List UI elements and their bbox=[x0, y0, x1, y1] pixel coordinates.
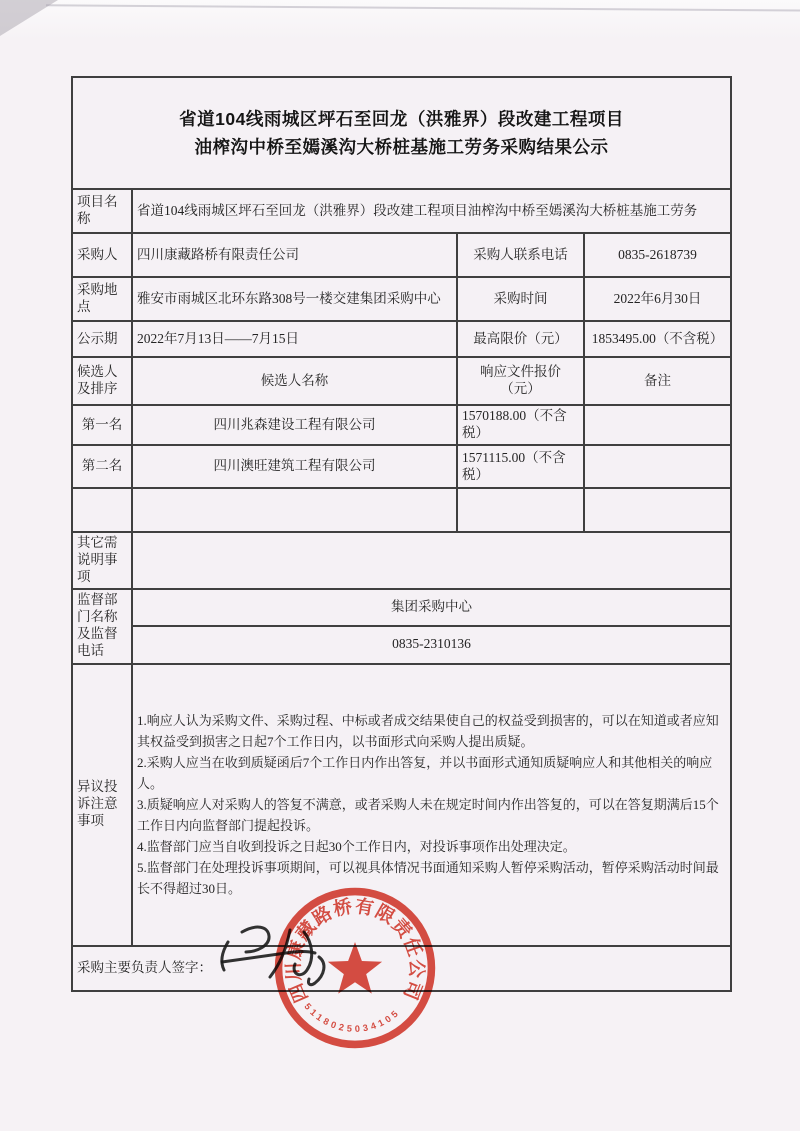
supervision-department: 集团采购中心 bbox=[132, 589, 731, 626]
seal-star-icon bbox=[328, 942, 382, 994]
candidate-1-rank: 第一名 bbox=[72, 405, 132, 445]
candidate-3-rank bbox=[72, 488, 132, 532]
objection-item-1: 1.响应人认为采购文件、采购过程、中标或者成交结果使自己的权益受到损害的，可以在知道或者应知其权益受到损害之日起7个工作日内，以书面形式向采购人提出质疑。 bbox=[137, 713, 719, 750]
candidate-rank-header: 候选人及排序 bbox=[72, 357, 132, 405]
remark-header: 备注 bbox=[584, 357, 731, 405]
publicity-period-value: 2022年7月13日——7月15日 bbox=[132, 321, 457, 357]
seal-company-name: 四川康藏路桥有限责任公司 bbox=[282, 894, 428, 1006]
title-line-1: 省道104线雨城区坪石至回龙（洪雅界）段改建工程项目 bbox=[179, 109, 624, 129]
candidate-bid-header-line1: 响应文件报价 bbox=[480, 364, 561, 380]
objection-item-5: 5.监督部门在处理投诉事项期间，可以视具体情况书面通知采购人暂停采购活动，暂停采购活动时间最长不得超过30日。 bbox=[137, 860, 719, 897]
purchaser-value: 四川康藏路桥有限责任公司 bbox=[132, 233, 457, 277]
company-seal bbox=[271, 884, 439, 1052]
max-price-value: 1853495.00（不含税） bbox=[584, 321, 731, 357]
purchaser-label: 采购人 bbox=[72, 233, 132, 277]
objection-item-4: 4.监督部门应当自收到投诉之日起30个工作日内，对投诉事项作出处理决定。 bbox=[137, 839, 576, 855]
seal-number: 5118025034105 bbox=[302, 1001, 403, 1034]
candidate-2-bid: 1571115.00（不含税） bbox=[457, 445, 584, 488]
objection-label: 异议投诉注意事项 bbox=[72, 664, 132, 946]
candidate-bid-header-line2: （元） bbox=[500, 381, 541, 396]
candidate-2-remark bbox=[584, 445, 731, 488]
signature-label: 采购主要负责人签字： bbox=[77, 959, 212, 975]
location-label: 采购地点 bbox=[72, 277, 132, 321]
other-notes-label: 其它需说明事项 bbox=[72, 532, 132, 589]
candidate-1-remark bbox=[584, 405, 731, 445]
supervision-phone: 0835-2310136 bbox=[132, 626, 731, 664]
location-value: 雅安市雨城区北环东路308号一楼交建集团采购中心 bbox=[132, 277, 457, 321]
purchaser-phone-label: 采购人联系电话 bbox=[457, 233, 584, 277]
supervision-label: 监督部门名称及监督电话 bbox=[72, 589, 132, 664]
max-price-label: 最高限价（元） bbox=[457, 321, 584, 357]
purchase-time-label: 采购时间 bbox=[457, 277, 584, 321]
candidate-bid-header bbox=[457, 357, 584, 405]
other-notes-value bbox=[132, 532, 731, 589]
candidate-2-rank: 第二名 bbox=[72, 445, 132, 488]
candidate-2-name: 四川澳旺建筑工程有限公司 bbox=[132, 445, 457, 488]
candidate-3-bid bbox=[457, 488, 584, 532]
table-row bbox=[72, 405, 731, 445]
table-row bbox=[72, 488, 731, 532]
candidate-name-header: 候选人名称 bbox=[132, 357, 457, 405]
procurement-result-table bbox=[71, 76, 732, 992]
project-name-label: 项目名称 bbox=[72, 189, 132, 233]
publicity-period-label: 公示期 bbox=[72, 321, 132, 357]
title-line-2: 油榨沟中桥至嫣溪沟大桥桩基施工劳务采购结果公示 bbox=[194, 137, 609, 157]
paper-edge bbox=[46, 4, 800, 13]
candidate-1-name: 四川兆森建设工程有限公司 bbox=[132, 405, 457, 445]
project-name-value: 省道104线雨城区坪石至回龙（洪雅界）段改建工程项目油榨沟中桥至嫣溪沟大桥桩基施工劳务 bbox=[132, 189, 731, 233]
objection-item-2: 2.采购人应当在收到质疑函后7个工作日内作出答复，并以书面形式通知质疑响应人和其他相关的响应人。 bbox=[137, 755, 713, 792]
objection-item-3: 3.质疑响应人对采购人的答复不满意，或者采购人未在规定时间内作出答复的，可以在答复期满后15个工作日内向监督部门提起投诉。 bbox=[137, 797, 719, 834]
document-title bbox=[72, 77, 731, 189]
candidate-3-name bbox=[132, 488, 457, 532]
purchase-time-value: 2022年6月30日 bbox=[584, 277, 731, 321]
table-row bbox=[72, 445, 731, 488]
candidate-1-bid: 1570188.00（不含税） bbox=[457, 405, 584, 445]
candidate-3-remark bbox=[584, 488, 731, 532]
purchaser-phone-value: 0835-2618739 bbox=[584, 233, 731, 277]
